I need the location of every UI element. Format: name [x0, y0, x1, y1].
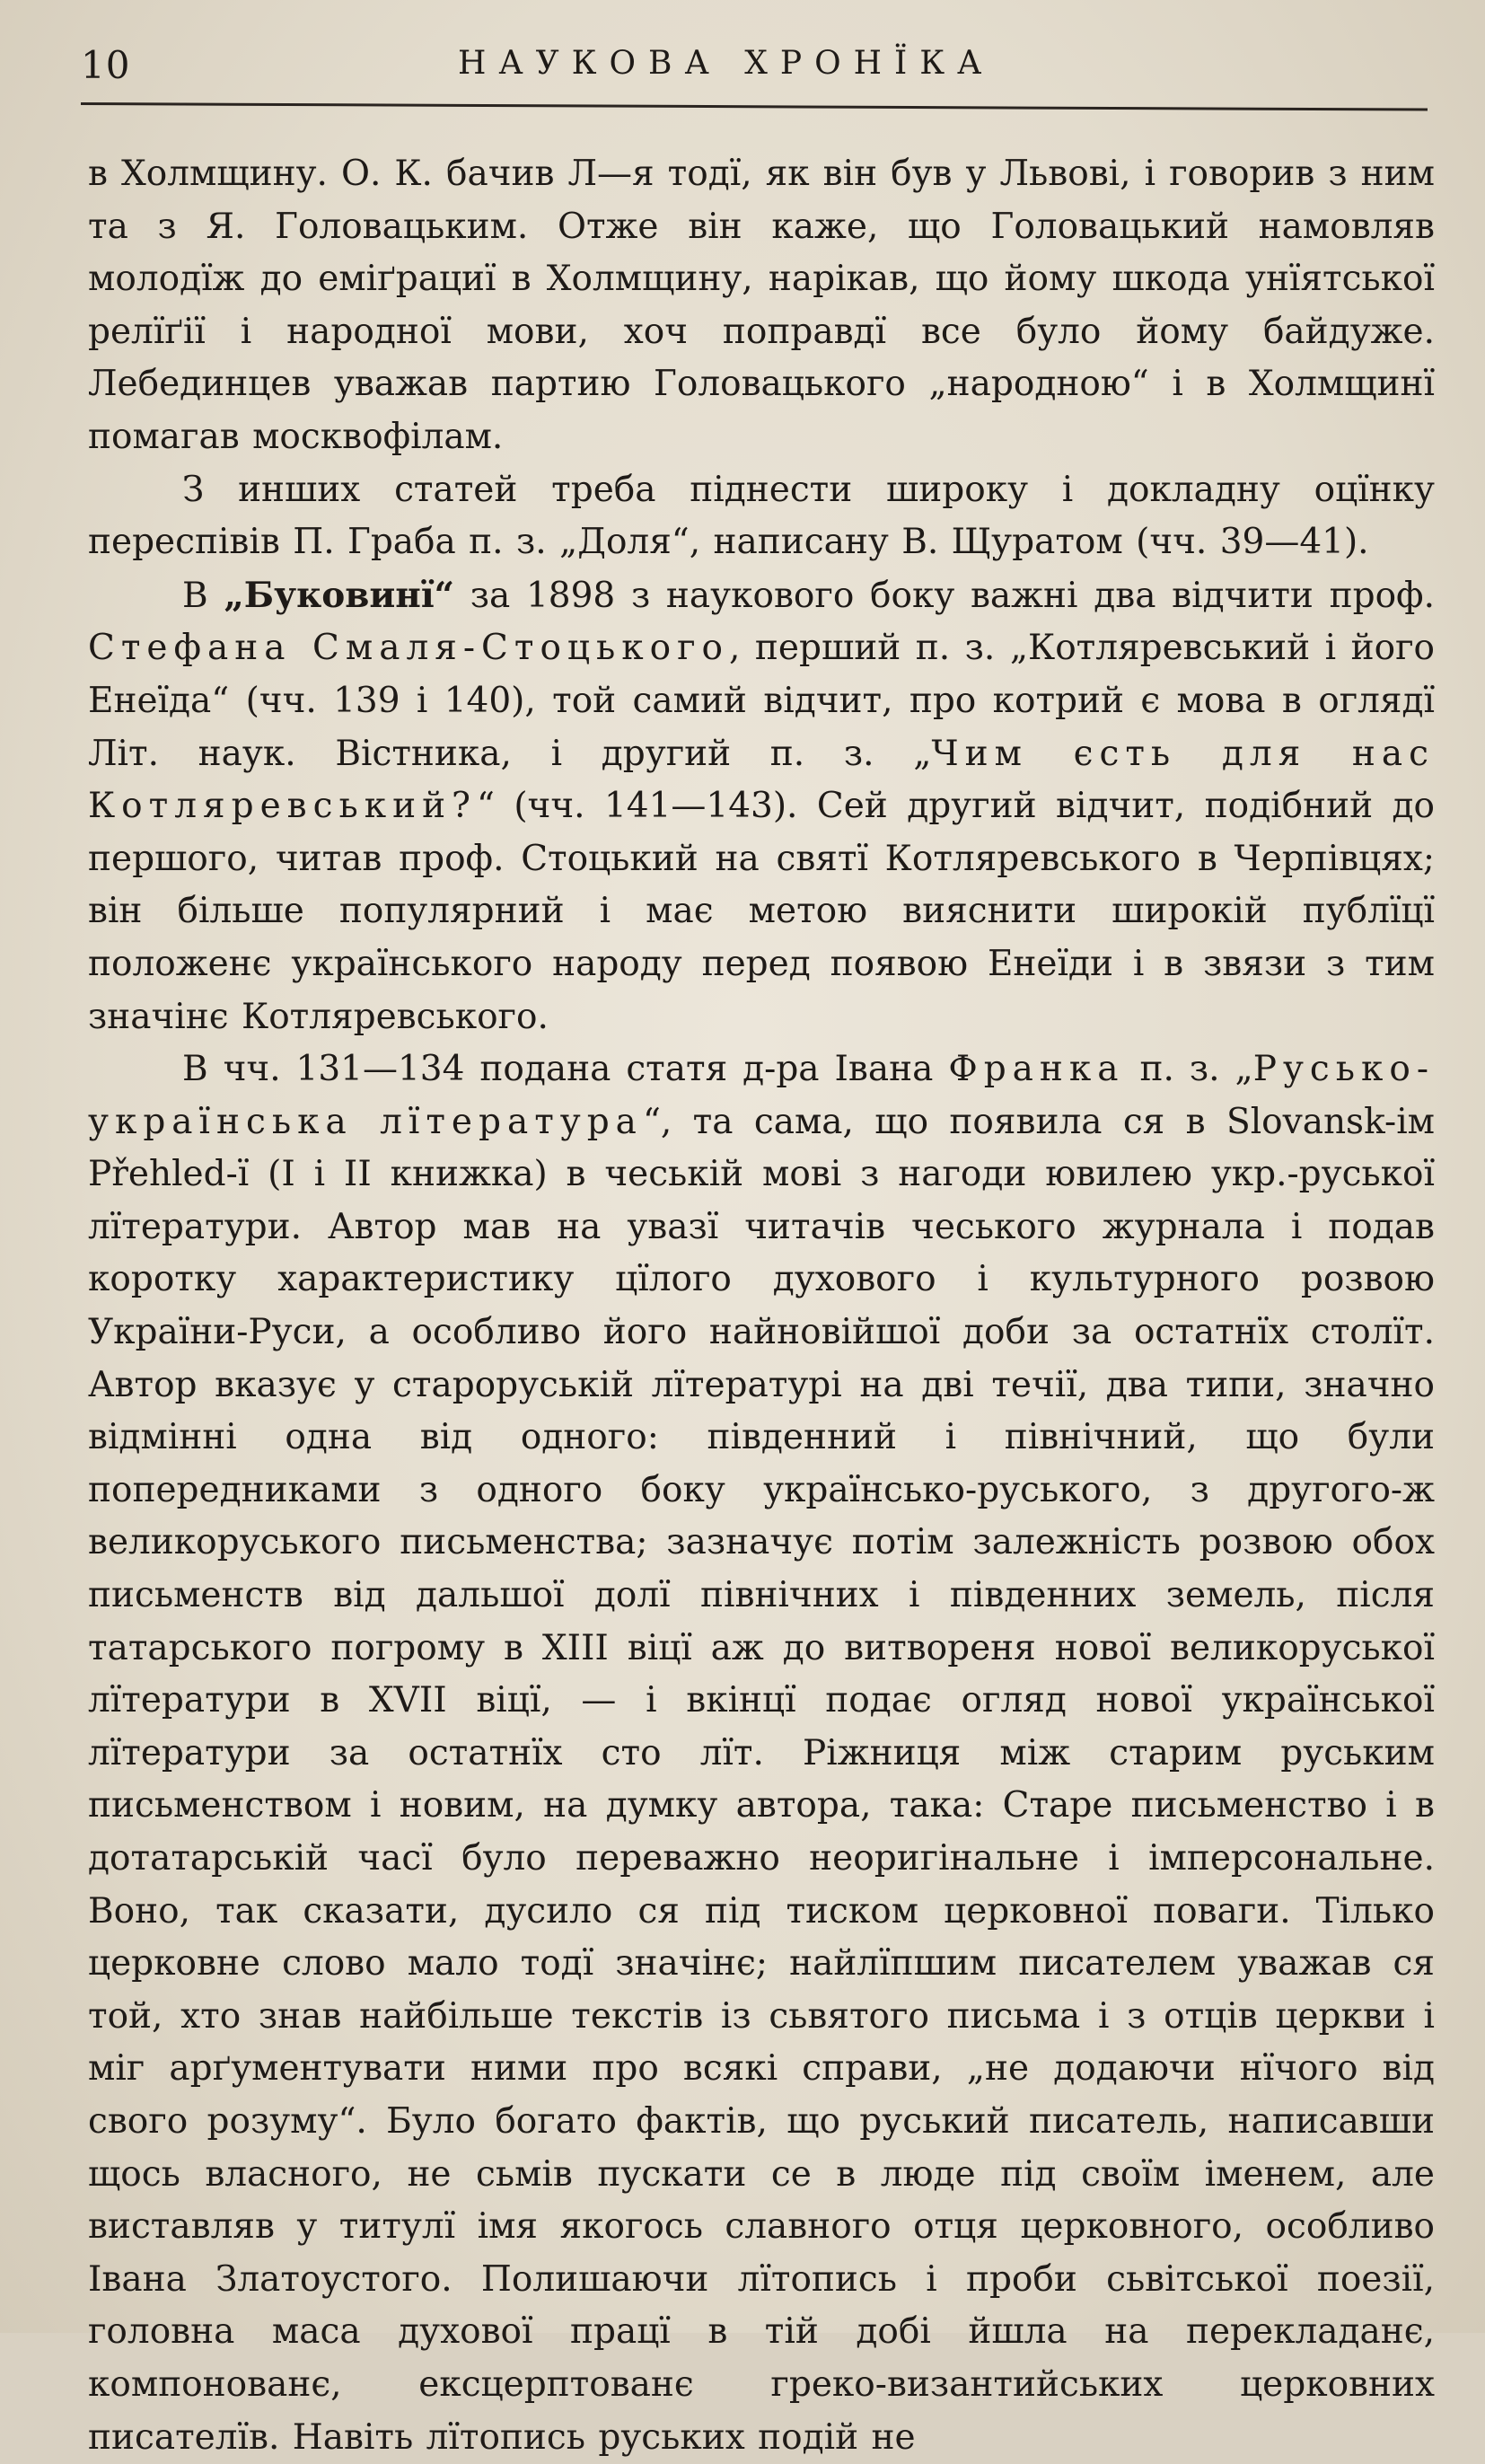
paragraph-4 — [88, 1043, 1435, 2464]
paragraph-3-text: “ (чч. 141—143). Сей другий відчит, подібний до першого, читав проф. Стоцький на святї Котляревського в Черпівцях; він більше популярний і має метою вияснити широкій публїцї положенє українського народу перед появою Енеїди і в звязи з тим значінє Котляревського. — [88, 786, 1435, 1037]
paragraph-3-text: В — [182, 575, 224, 616]
paragraph-4-text: В чч. 131—134 подана статя д-ра Івана — [182, 1049, 949, 1090]
paragraph-3-text: , перший п. з. „Котляревський і його Енеїда“ (чч. 139 і 140), той самий відчит, про котрий є мова в оглядї Літ. наук. Вістника, і другий п. з. „ — [88, 628, 1435, 774]
paragraph-3 — [88, 569, 1435, 1043]
page-header — [81, 36, 1428, 108]
paragraph-1: в Холмщину. О. К. бачив Л—я тодї, як він був у Львові, і говорив з ним та з Я. Головацьким. Отже він каже, що Головацький намовляв молодїж до еміґрациї в Холмщину, нарікав, що йому шкода унїятської релїґії і народної мови, хоч поправдї все було йому байдуже. Лебединцев уважав партию Головацького „народною“ і в Холмщинї помагав москвофілам. — [88, 154, 1435, 457]
newspaper-name-bukovyna: „Буковинї“ — [224, 574, 455, 616]
author-name-smal-stotsky: Стефана Смаля-Стоцького — [88, 628, 729, 669]
paragraph-2: З инших статей треба піднести широку і докладну оцїнку переспівів П. Граба п. з. „Доля“, написану В. Щуратом (чч. 39—41). — [88, 469, 1435, 563]
running-title: НАУКОВА ХРОНЇКА — [458, 45, 995, 82]
page-number: 10 — [81, 43, 131, 87]
article-title-emphasis: Русько-українська лїтература — [88, 1049, 1435, 1142]
paragraph-4-text: п. з. „ — [1124, 1049, 1253, 1090]
lecture-title-emphasis: Чим єсть для нас Котляревський? — [88, 733, 1435, 827]
body-text — [88, 148, 1435, 2464]
author-name-franko: Франка — [948, 1049, 1125, 1090]
header-rule — [81, 102, 1428, 111]
paragraph-4-text: “, та сама, що появила ся в Slovansk-ім Přehled-ї (І і ІІ книжка) в чеській мові з нагоди ювилею укр.-руської лїтератури. Автор мав на увазї читачів чеського журнала і подав коротку характеристику цїлого духового і культурного розвою України-Руси, а особливо його найновійшої доби за остатнїх столїт. Автор вказує у староруській лїтературі на дві течії, два типи, значно відмінні одна від одного: південний і північний, що були попередниками з одного боку українсько-руського, з другого-ж великоруського письменства; зазначує потім залежність розвою обох письменств від дальшої долї північних і південних земель, після татарського погрому в XIII віцї аж до витвореня нової великоруської лїтератури в XVII віцї, — і вкінцї подає огляд нової української лїтератури за остатнїх сто лїт. Ріжниця між старим руським письменством і новим, на думку автора, така: Старе письменство і в дотатарській часї було переважно неоригінальне і імперсональне. Воно, так сказати, дусило ся під тиском церковної поваги. Тілько церковне слово мало тодї значінє; найлїпшим писателем уважав ся той, хто знав найбільше текстів із сьвятого письма і з отців церкви і міг арґументувати ними про всякі справи, „не додаючи нїчого від свого розуму“. Було богато фактів, що руський писатель, написавши щось власного, не сьмів пускати се в люде під своїм іменем, але виставляв у титулї імя якогось славного отця церковного, особливо Івана Златоустого. Полишаючи лїтопись і проби сьвітської поезії, головна маса духової працї в тій добі йшла на перекладанє, компонованє, ексцерптованє греко-византийських церковних писателїв. Навіть лїтопись руських подій не — [88, 1101, 1436, 2458]
paragraph-3-text: за 1898 з наукового боку важні два відчити проф. — [454, 575, 1435, 616]
